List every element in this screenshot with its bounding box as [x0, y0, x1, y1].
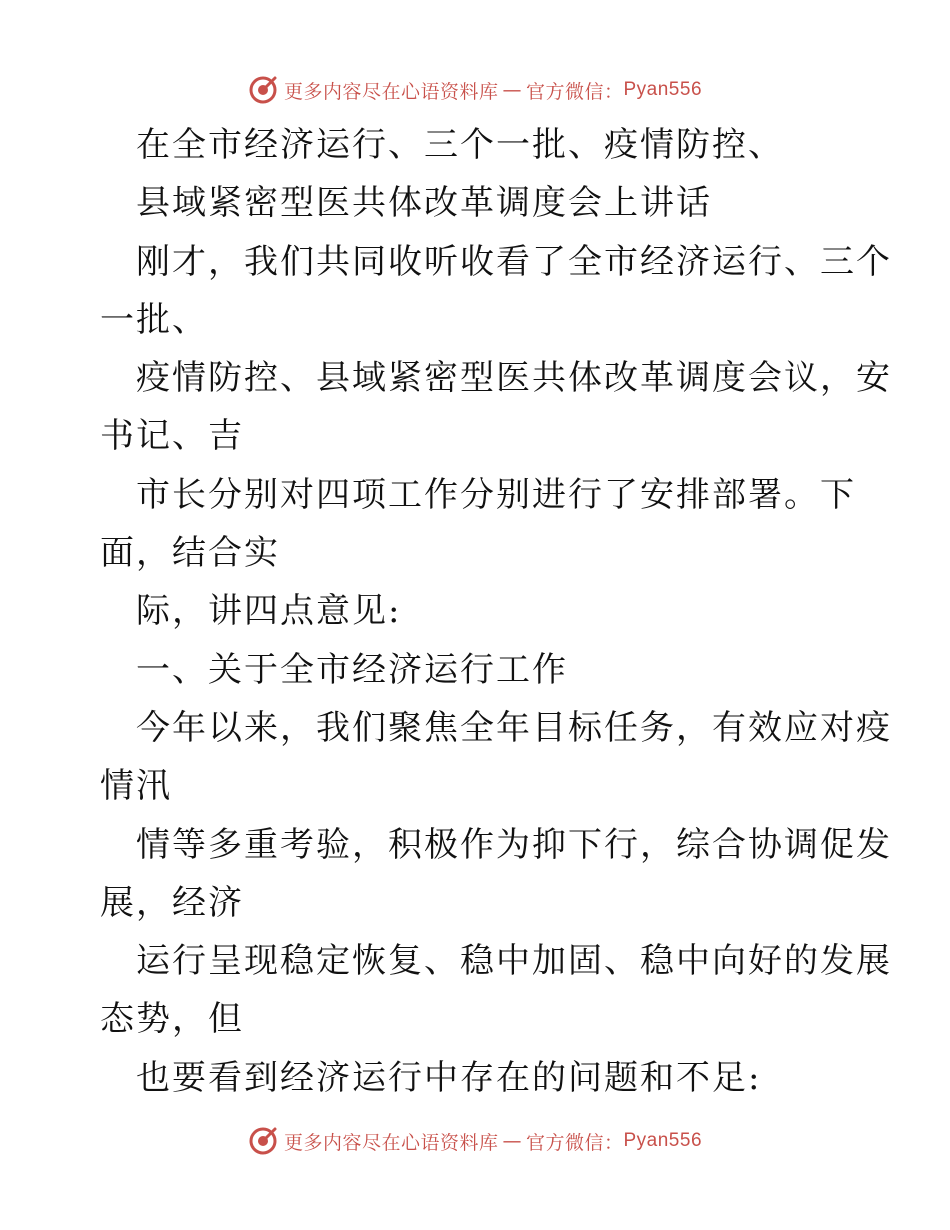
title-line-1: 在全市经济运行、三个一批、疫情防控、: [136, 125, 784, 165]
paragraph-line: 际，讲四点意见:: [136, 591, 402, 632]
paragraph-line: 一批、: [100, 299, 208, 340]
watermark-label: 官方微信：: [525, 80, 624, 103]
paragraph-line: 也要看到经济运行中存在的问题和不足:: [136, 1057, 762, 1098]
paragraph-line: 情等多重考验，积极作为抑下行，综合协调促发: [136, 824, 892, 865]
paragraph-line: 疫情防控、县域紧密型医共体改革调度会议，安: [136, 358, 892, 399]
document-body: [100, 116, 892, 1107]
paragraph-line: 运行呈现稳定恢复、稳中加固、稳中向好的发展: [136, 941, 892, 982]
watermark-separator: —: [502, 1130, 522, 1152]
section-heading: 一、关于全市经济运行工作: [136, 649, 568, 690]
paragraph-line: 情汛: [100, 766, 172, 807]
brush-seal-icon: [248, 1126, 278, 1156]
watermark-separator: —: [502, 79, 522, 101]
brush-seal-icon: [248, 75, 278, 105]
paragraph-line: 展，经济: [100, 882, 244, 923]
paragraph-line: 市长分别对四项工作分别进行了安排部署。下: [136, 474, 856, 515]
paragraph-line: 面，结合实: [100, 533, 280, 574]
paragraph-line: 书记、吉: [100, 416, 244, 457]
watermark-account: Pyan556: [623, 79, 703, 100]
paragraph-line: 今年以来，我们聚焦全年目标任务，有效应对疫: [136, 707, 892, 748]
watermark-brand: 更多内容尽在心语资料库: [283, 80, 499, 103]
paragraph-line: 刚才，我们共同收听收看了全市经济运行、三个: [136, 241, 892, 282]
header-watermark: [0, 70, 950, 110]
watermark-brand: 更多内容尽在心语资料库: [283, 1131, 499, 1154]
paragraph-line: 态势，但: [100, 999, 244, 1040]
watermark-label: 官方微信：: [525, 1131, 624, 1154]
footer-watermark: [0, 1121, 950, 1161]
title-line-2: 县域紧密型医共体改革调度会上讲话: [136, 183, 712, 224]
watermark-account: Pyan556: [623, 1130, 703, 1151]
